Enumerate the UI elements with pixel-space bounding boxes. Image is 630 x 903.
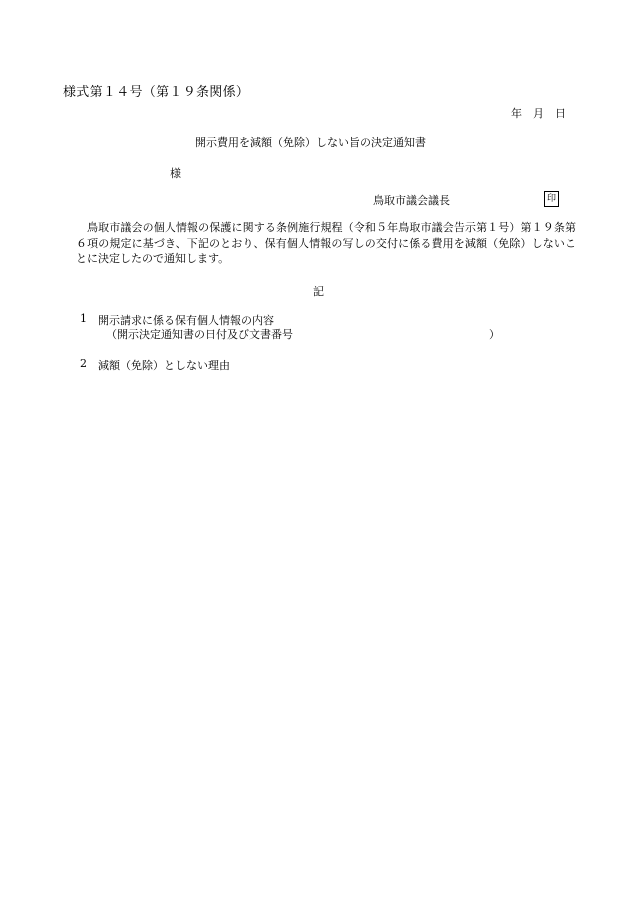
item-2-text: 減額（免除）としない理由 (98, 359, 230, 372)
addressee-suffix: 様 (170, 167, 181, 180)
item-1-number: 1 (80, 312, 87, 325)
item-1-close-paren: ） (489, 328, 500, 341)
item-2-number: 2 (80, 357, 87, 370)
date-line: 年 月 日 (511, 107, 566, 120)
body-paragraph: 鳥取市議会の個人情報の保護に関する条例施行規程（令和５年鳥取市議会告示第１号）第１９条第６項の規定に基づき、下記のとおり、保有個人情報の写しの交付に係る費用を減額（免除）しないことに決定したので通知します。 (76, 221, 576, 265)
seal-mark: 印 (544, 191, 559, 207)
sender-name: 鳥取市議会議長 (373, 194, 450, 207)
document-title: 開示費用を減額（免除）しない旨の決定通知書 (195, 136, 426, 149)
item-1-subtext: （開示決定通知書の日付及び文書番号 (106, 328, 293, 341)
item-1-text: 開示請求に係る保有個人情報の内容 (98, 314, 274, 327)
ki-heading: 記 (313, 285, 324, 298)
form-number: 様式第１４号（第１９条関係） (63, 85, 250, 100)
